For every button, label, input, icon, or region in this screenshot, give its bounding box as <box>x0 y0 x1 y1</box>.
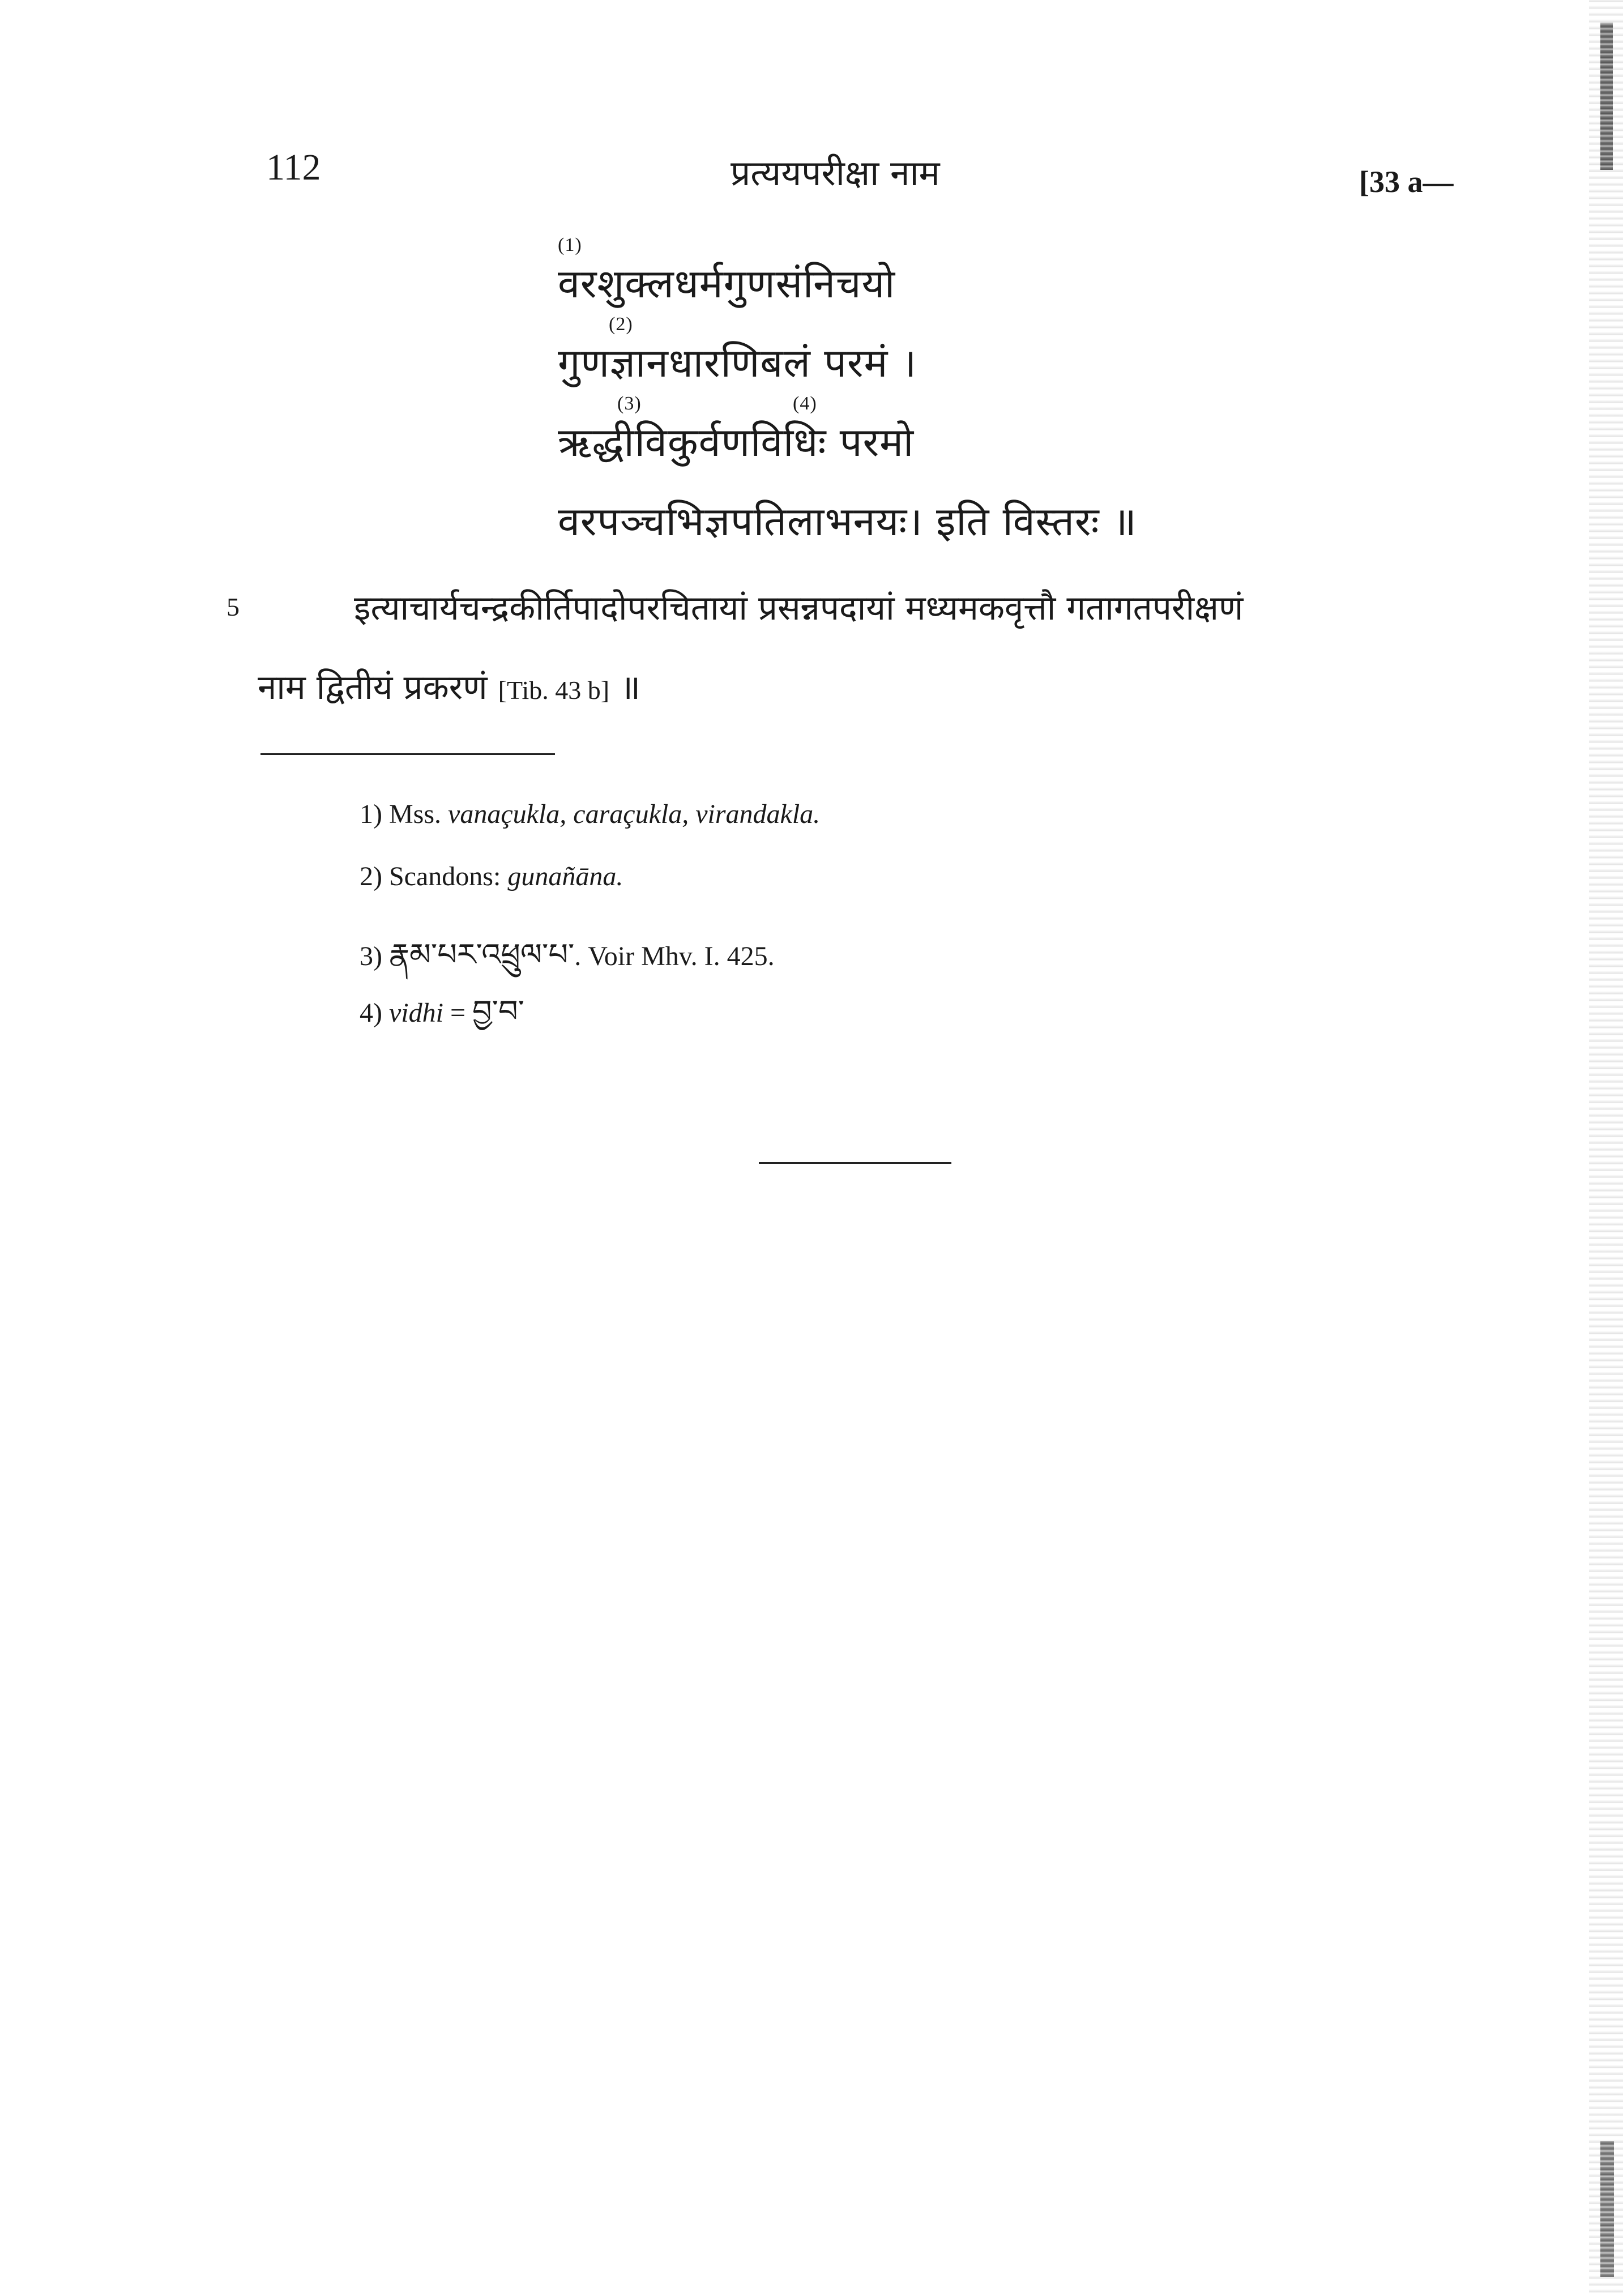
verse-line-3 <box>558 393 915 468</box>
footnote-reference: . Voir Mhv. I. 425. <box>574 941 775 971</box>
footnote-2 <box>360 861 623 892</box>
footnote-marker: (2) <box>609 314 633 335</box>
footnote-4 <box>360 977 524 1063</box>
binding-shadow-top <box>1600 23 1613 170</box>
footnote-number: 1) <box>360 799 382 829</box>
footnote-term: vidhi <box>388 998 443 1028</box>
footnote-separator <box>260 753 555 755</box>
colophon-line-2 <box>258 663 640 709</box>
footnote-marker: (4) <box>793 393 817 414</box>
verse-line-1 <box>558 234 896 309</box>
section-end-rule <box>759 1162 951 1164</box>
line-number: 5 <box>227 592 240 621</box>
verse-text: ऋद्धीविकुर्वणविधिः परमो <box>558 419 915 466</box>
tibetan-text: རྣམ་པར་འཕྲུལ་པ་ <box>388 937 575 972</box>
footnote-number: 3) <box>360 941 382 971</box>
verse-text: गुणज्ञानधारणिबलं परमं । <box>558 340 917 386</box>
footnote-number: 4) <box>360 998 382 1028</box>
footnote-prefix: Scandons: <box>388 861 501 891</box>
footnote-marker: (1) <box>558 234 582 255</box>
verse-text: वरपञ्चभिज्ञपतिलाभनयः। इति विस्तरः ॥ <box>558 498 1137 545</box>
footnote-1 <box>360 799 820 830</box>
footnote-number: 2) <box>360 861 382 891</box>
tibetan-reference: [Tib. 43 b] <box>498 676 610 705</box>
colophon-line-1: इत्याचार्यचन्द्रकीर्तिपादोपरचितायां प्रसन्नपदायां मध्यमकवृत्तौ गतागतपरीक्षणं <box>354 588 1244 628</box>
folio-reference: [33 a— <box>1359 165 1454 199</box>
equals-sign: = <box>443 998 473 1028</box>
footnote-prefix: Mss. <box>388 799 442 829</box>
verse-line-4 <box>558 493 1137 547</box>
footnote-variants: vanaçukla, caraçukla, virandakla. <box>448 799 821 829</box>
running-title: प्रत्ययपरीक्षा नाम <box>731 152 940 194</box>
tibetan-text: བྱ་བ་ <box>472 993 524 1029</box>
page-number: 112 <box>266 147 321 188</box>
colophon-text: नाम द्वितीयं प्रकरणं <box>258 668 488 707</box>
verse-text: वरशुक्लधर्मगुणसंनिचयो <box>558 261 896 307</box>
end-mark: ॥ <box>620 668 641 707</box>
footnote-marker: (3) <box>617 393 642 414</box>
binding-edge <box>1589 0 1623 2296</box>
verse-line-2 <box>558 314 917 389</box>
binding-shadow-bottom <box>1600 2141 1614 2277</box>
footnote-variants: gunañāna. <box>507 861 623 891</box>
